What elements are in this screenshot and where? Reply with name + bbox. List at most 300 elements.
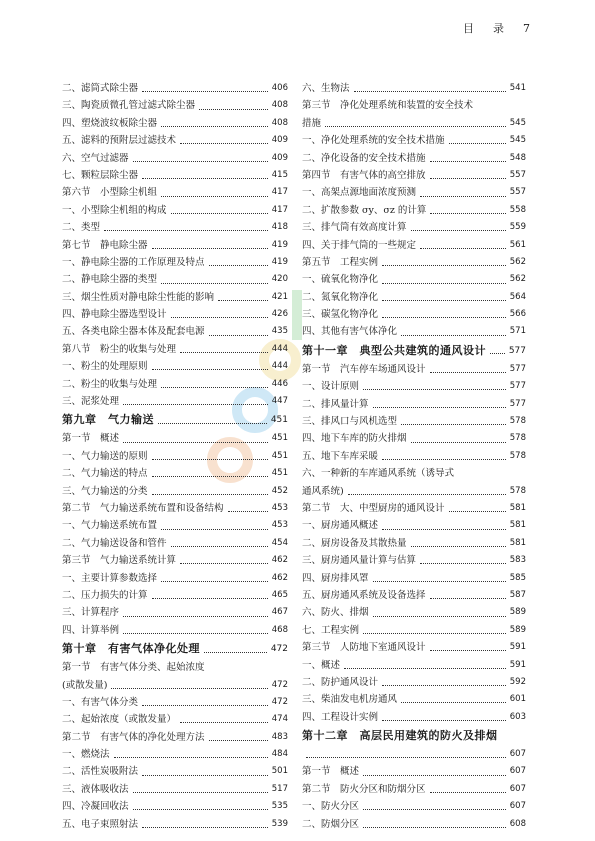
toc-page-number: 419 xyxy=(271,256,288,267)
dot-leader xyxy=(142,705,268,706)
toc-section[interactable] xyxy=(302,167,526,184)
toc-page-number: 435 xyxy=(271,326,288,337)
dot-leader xyxy=(382,685,506,686)
toc-item[interactable] xyxy=(62,323,288,340)
toc-page-number: 472 xyxy=(271,696,288,707)
dot-leader xyxy=(382,317,506,318)
toc-item[interactable] xyxy=(302,622,526,639)
toc-page-number: 583 xyxy=(509,555,526,566)
dot-leader xyxy=(142,91,268,92)
toc-page-number: 577 xyxy=(509,363,526,374)
toc-item[interactable] xyxy=(62,587,288,604)
toc-entry-title: 三、烟尘性质对静电除尘性能的影响 xyxy=(62,291,215,303)
dot-leader xyxy=(430,372,506,373)
dot-leader xyxy=(104,230,268,231)
toc-entry-title: 二、静电除尘器的类型 xyxy=(62,274,158,286)
dot-leader xyxy=(161,387,268,388)
dot-leader xyxy=(449,143,506,144)
toc-page-number: 453 xyxy=(271,520,288,531)
dot-leader xyxy=(363,775,506,776)
toc-entry-title: 六、空气过滤器 xyxy=(62,152,129,164)
toc-page-number: 592 xyxy=(509,676,526,687)
toc-item[interactable] xyxy=(302,691,526,708)
toc-item[interactable] xyxy=(62,622,288,639)
toc-section[interactable] xyxy=(62,430,288,447)
toc-section[interactable] xyxy=(302,361,526,378)
dot-leader xyxy=(161,581,268,582)
toc-page-number: 447 xyxy=(271,396,288,407)
dot-leader xyxy=(363,633,506,634)
toc-item[interactable] xyxy=(62,289,288,306)
toc-entry-title: 三、泥浆处理 xyxy=(62,396,120,408)
dot-leader xyxy=(420,196,506,197)
toc-entry-title: 第三节 净化处理系统和装置的安全技术 xyxy=(302,100,474,112)
toc-entry-title: 第六节 小型除尘机组 xyxy=(62,187,158,199)
toc-item[interactable] xyxy=(302,798,526,815)
header-page-number: 7 xyxy=(523,22,531,35)
toc-page-number: 472 xyxy=(270,644,288,655)
toc-entry-title: 二、滤筒式除尘器 xyxy=(62,83,139,94)
toc-section[interactable] xyxy=(302,781,526,798)
toc-entry-title: 一、厨房通风概述 xyxy=(302,520,379,532)
dot-leader xyxy=(114,757,268,758)
toc-page-number: 562 xyxy=(509,256,526,267)
toc-item[interactable] xyxy=(302,271,526,288)
header-label-mu: 目 xyxy=(463,22,475,35)
toc-page-number: 587 xyxy=(509,589,526,600)
dot-leader xyxy=(430,161,506,162)
toc-item[interactable] xyxy=(62,535,288,552)
toc-page-number: 484 xyxy=(271,749,288,760)
dot-leader xyxy=(152,248,268,249)
dot-leader xyxy=(363,809,506,810)
toc-item[interactable] xyxy=(302,570,526,587)
toc-item[interactable] xyxy=(62,80,288,97)
toc-item[interactable] xyxy=(302,237,526,254)
dot-leader xyxy=(123,404,268,405)
toc-page-number: 419 xyxy=(271,239,288,250)
toc-entry-title: 第五节 工程实例 xyxy=(302,256,379,268)
toc-entry-title: 三、柴油发电机房通风 xyxy=(302,694,398,706)
dot-leader xyxy=(354,91,506,92)
toc-entry-title: 一、小型除尘机组的构成 xyxy=(62,204,167,216)
toc-entry-title: 第一节 概述 xyxy=(302,766,360,778)
dot-leader xyxy=(180,143,268,144)
toc-item[interactable] xyxy=(302,657,526,674)
toc-entry-title: 第一节 有害气体分类、起始浓度 xyxy=(62,662,205,674)
dot-leader xyxy=(133,809,268,810)
toc-entry-title: (或散发量) xyxy=(62,679,108,691)
toc-item[interactable] xyxy=(62,604,288,621)
toc-item[interactable] xyxy=(62,677,288,694)
toc-page-number: 408 xyxy=(271,117,288,128)
dot-leader xyxy=(344,668,506,669)
toc-entry-title: 二、净化设备的安全技术措施 xyxy=(302,152,426,164)
toc-left-column xyxy=(62,80,288,833)
toc-entry-title: 第九章 气力输送 xyxy=(62,413,154,427)
dot-leader xyxy=(180,563,268,564)
toc-item[interactable] xyxy=(62,271,288,288)
dot-leader xyxy=(133,792,268,793)
toc-entry-title: 通风系统) xyxy=(302,485,344,497)
toc-entry-title: 第三节 人防地下室通风设计 xyxy=(302,642,426,654)
toc-entry-title: 五、各类电除尘器本体及配套电源 xyxy=(62,326,205,338)
toc-entry-title: 第三节 气力输送系统计算 xyxy=(62,555,177,567)
dot-leader xyxy=(411,546,506,547)
toc-page-number: 541 xyxy=(509,83,526,93)
toc-page-number: 483 xyxy=(271,731,288,742)
toc-section[interactable] xyxy=(302,763,526,780)
dot-leader xyxy=(180,352,268,353)
toc-item[interactable] xyxy=(302,674,526,691)
dot-leader xyxy=(430,650,506,651)
dot-leader xyxy=(152,476,268,477)
running-header xyxy=(445,20,531,36)
toc-page-number: 426 xyxy=(271,309,288,320)
toc-page-number: 607 xyxy=(509,801,526,812)
toc-item[interactable] xyxy=(62,97,288,114)
toc-entry-title: 三、液体吸收法 xyxy=(62,783,129,795)
toc-entry-title: 三、厨房通风量计算与估算 xyxy=(302,555,417,567)
toc-page-number: 474 xyxy=(271,714,288,725)
toc-item[interactable] xyxy=(62,202,288,219)
dot-leader xyxy=(363,389,506,390)
toc-item[interactable] xyxy=(62,816,288,833)
toc-item[interactable] xyxy=(62,167,288,184)
toc-entry-title: 五、厨房通风系统及设备选择 xyxy=(302,589,426,601)
toc-entry-title: 第二节 气力输送系统布置和设备结构 xyxy=(62,502,224,514)
toc-entry-title: 第四节 有害气体的高空排放 xyxy=(302,169,426,181)
toc-entry-title: 一、设计原则 xyxy=(302,381,360,393)
toc-item[interactable] xyxy=(62,115,288,132)
toc-page-number: 601 xyxy=(509,694,526,705)
dot-leader xyxy=(382,529,506,530)
toc-page-number: 589 xyxy=(509,624,526,635)
toc-page-number: 577 xyxy=(509,381,526,392)
toc-item[interactable] xyxy=(302,604,526,621)
toc-page-number: 409 xyxy=(271,152,288,163)
toc-item[interactable] xyxy=(302,465,526,482)
toc-page-number: 451 xyxy=(270,415,288,426)
toc-item[interactable] xyxy=(302,535,526,552)
toc-item[interactable] xyxy=(62,254,288,271)
dot-leader xyxy=(199,109,268,110)
dot-leader xyxy=(373,616,506,617)
toc-section[interactable] xyxy=(62,184,288,201)
toc-entry-title: 六、防火、排烟 xyxy=(302,607,369,619)
toc-item[interactable] xyxy=(62,465,288,482)
toc-entry-title: 第一节 汽车停车场通风设计 xyxy=(302,363,426,375)
dot-leader xyxy=(152,459,268,460)
toc-item[interactable] xyxy=(62,746,288,763)
toc-item[interactable] xyxy=(302,80,526,97)
toc-entry-title: 一、有害气体分类 xyxy=(62,696,139,708)
toc-entry-title: 一、气力输送的原则 xyxy=(62,450,148,462)
toc-entry-title: 二、防护通风设计 xyxy=(302,676,379,688)
toc-entry-title: 二、活性炭吸附法 xyxy=(62,766,139,778)
toc-section[interactable] xyxy=(302,254,526,271)
toc-page-number: 603 xyxy=(509,711,526,722)
toc-entry-title: 第十章 有害气体净化处理 xyxy=(62,642,200,656)
toc-page-number: 408 xyxy=(271,100,288,111)
toc-page-number: 577 xyxy=(508,345,526,356)
toc-section[interactable] xyxy=(62,552,288,569)
toc-item[interactable] xyxy=(62,694,288,711)
toc-page-number: 415 xyxy=(271,169,288,180)
dot-leader xyxy=(171,546,268,547)
toc-entry-title: 四、其他有害气体净化 xyxy=(302,326,398,338)
toc-item[interactable] xyxy=(302,709,526,726)
toc-item[interactable] xyxy=(302,150,526,167)
dot-leader xyxy=(306,757,506,758)
toc-entry-title: 四、地下车库的防火排烟 xyxy=(302,433,407,445)
toc-entry-title: 三、陶瓷质微孔管过滤式除尘器 xyxy=(62,100,196,112)
toc-page-number: 557 xyxy=(509,169,526,180)
dot-leader xyxy=(430,178,506,179)
toc-chapter[interactable] xyxy=(302,726,526,746)
toc-item[interactable] xyxy=(302,378,526,395)
toc-entry-title: 第十二章 高层民用建筑的防火及排烟 xyxy=(302,729,498,743)
toc-item[interactable] xyxy=(302,202,526,219)
toc-item[interactable] xyxy=(62,376,288,393)
toc-entry-title: 二、粉尘的收集与处理 xyxy=(62,378,158,390)
dot-leader xyxy=(401,335,506,336)
toc-entry-title: 四、静电除尘器选型设计 xyxy=(62,309,167,321)
toc-item[interactable] xyxy=(62,219,288,236)
dot-leader xyxy=(382,283,506,284)
toc-entry-title: 一、概述 xyxy=(302,659,341,671)
toc-item[interactable] xyxy=(302,323,526,340)
toc-page-number: 607 xyxy=(509,749,526,760)
toc-entry-title: 二、氮氧化物净化 xyxy=(302,291,379,303)
toc-entry-title: 三、计算程序 xyxy=(62,607,120,619)
toc-entry-title: 第二节 防火分区和防烟分区 xyxy=(302,783,426,795)
toc-page-number: 581 xyxy=(509,502,526,513)
dot-leader xyxy=(411,442,506,443)
toc-page-number: 578 xyxy=(509,485,526,496)
toc-page-number: 566 xyxy=(509,309,526,320)
dot-leader xyxy=(152,369,268,370)
toc-section[interactable] xyxy=(62,341,288,358)
toc-entry-title: 二、气力输送的特点 xyxy=(62,468,148,480)
toc-item[interactable] xyxy=(302,184,526,201)
toc-item[interactable] xyxy=(62,483,288,500)
toc-entry-title: 二、类型 xyxy=(62,222,101,234)
toc-item[interactable] xyxy=(62,711,288,728)
header-label-lu: 录 xyxy=(493,22,505,35)
toc-page-number: 417 xyxy=(271,187,288,198)
toc-page-number: 501 xyxy=(271,766,288,777)
toc-item[interactable] xyxy=(302,115,526,132)
toc-entry-title: 二、压力损失的计算 xyxy=(62,589,148,601)
toc-page-number: 418 xyxy=(271,222,288,233)
toc-entry-title: 第二节 有害气体的净化处理方法 xyxy=(62,731,205,743)
toc-page-number: 607 xyxy=(509,783,526,794)
toc-entry-title: 二、防烟分区 xyxy=(302,818,360,830)
toc-page-number: 578 xyxy=(509,416,526,427)
toc-page-number: 562 xyxy=(509,274,526,285)
dot-leader xyxy=(133,161,268,162)
dot-leader xyxy=(209,265,268,266)
toc-entry-title: 一、气力输送系统布置 xyxy=(62,520,158,532)
toc-page-number: 607 xyxy=(509,766,526,777)
dot-leader xyxy=(382,300,506,301)
toc-entry-title: 一、主要计算参数选择 xyxy=(62,572,158,584)
toc-page-number: 454 xyxy=(271,537,288,548)
toc-page-number: 561 xyxy=(509,239,526,250)
dot-leader xyxy=(161,196,268,197)
toc-entry-title: 第八节 粉尘的收集与处理 xyxy=(62,343,177,355)
toc-page-number: 608 xyxy=(509,818,526,829)
toc-item[interactable] xyxy=(62,798,288,815)
toc-chapter[interactable] xyxy=(302,341,526,361)
dot-leader xyxy=(142,827,268,828)
toc-entry-title: 四、冷凝回收法 xyxy=(62,801,129,813)
toc-item[interactable] xyxy=(302,483,526,500)
dot-leader xyxy=(401,424,506,425)
toc-section[interactable] xyxy=(302,97,526,114)
toc-entry-title: 四、计算举例 xyxy=(62,624,120,636)
toc-page-number: 452 xyxy=(271,485,288,496)
toc-entry-title: 六、生物法 xyxy=(302,83,350,94)
toc-page-number: 420 xyxy=(271,274,288,285)
toc-item[interactable] xyxy=(62,570,288,587)
toc-page-number: 589 xyxy=(509,607,526,618)
toc-entry-title: 四、厨房排风罩 xyxy=(302,572,369,584)
toc-page-number: 577 xyxy=(509,398,526,409)
toc-entry-title: 二、起始浓度（或散发量） xyxy=(62,714,177,726)
toc-item[interactable] xyxy=(62,358,288,375)
toc-page-number: 472 xyxy=(271,679,288,690)
toc-entry-title: 一、燃烧法 xyxy=(62,749,110,761)
toc-item[interactable] xyxy=(62,763,288,780)
dot-leader xyxy=(204,652,267,653)
toc-entry-title: 五、地下车库采暖 xyxy=(302,450,379,462)
toc-entry-title: 一、静电除尘器的工作原理及特点 xyxy=(62,256,205,268)
dot-leader xyxy=(161,529,268,530)
dot-leader xyxy=(171,317,268,318)
toc-entry-title: 二、厨房设备及其散热量 xyxy=(302,537,407,549)
toc-page-number: 539 xyxy=(271,818,288,829)
toc-section[interactable] xyxy=(62,500,288,517)
toc-entry-title: 一、粉尘的处理原则 xyxy=(62,361,148,373)
toc-right-column xyxy=(302,80,526,833)
dot-leader xyxy=(411,230,506,231)
toc-page-number: 467 xyxy=(271,607,288,618)
toc-item[interactable] xyxy=(302,289,526,306)
toc-page-number: 591 xyxy=(509,659,526,670)
toc-item[interactable] xyxy=(302,746,526,763)
toc-page-number: 558 xyxy=(509,204,526,215)
toc-section[interactable] xyxy=(62,237,288,254)
toc-item[interactable] xyxy=(302,587,526,604)
toc-page-number: 409 xyxy=(271,135,288,146)
dot-leader xyxy=(430,792,506,793)
toc-item[interactable] xyxy=(62,781,288,798)
toc-entry-title: 二、排风量计算 xyxy=(302,398,369,410)
toc-entry-title: 第一节 概述 xyxy=(62,433,120,445)
toc-page-number: 581 xyxy=(509,520,526,531)
toc-entry-title: 二、气力输送设备和管件 xyxy=(62,537,167,549)
toc-section[interactable] xyxy=(62,659,288,676)
toc-chapter[interactable] xyxy=(62,410,288,430)
toc-entry-title: 一、硫氧化物净化 xyxy=(302,274,379,286)
dot-leader xyxy=(152,494,268,495)
dot-leader xyxy=(490,353,505,354)
toc-entry-title: 七、工程实例 xyxy=(302,624,360,636)
dot-leader xyxy=(158,423,267,424)
toc-entry-title: 三、排风口与风机选型 xyxy=(302,416,398,428)
toc-chapter[interactable] xyxy=(62,639,288,659)
toc-item[interactable] xyxy=(302,430,526,447)
toc-item[interactable] xyxy=(62,132,288,149)
toc-item[interactable] xyxy=(62,393,288,410)
toc-item[interactable] xyxy=(302,413,526,430)
toc-page-number: 406 xyxy=(271,83,288,93)
toc-item[interactable] xyxy=(62,306,288,323)
toc-page-number: 557 xyxy=(509,187,526,198)
toc-item[interactable] xyxy=(302,816,526,833)
toc-page-number: 468 xyxy=(271,624,288,635)
toc-item[interactable] xyxy=(302,219,526,236)
toc-page-number: 535 xyxy=(271,801,288,812)
toc-page-number: 548 xyxy=(509,152,526,163)
dot-leader xyxy=(430,213,505,214)
toc-section[interactable] xyxy=(302,639,526,656)
toc-item[interactable] xyxy=(302,396,526,413)
toc-section[interactable] xyxy=(62,729,288,746)
dot-leader xyxy=(382,459,506,460)
dot-leader xyxy=(420,248,506,249)
toc-entry-title: 一、防火分区 xyxy=(302,801,360,813)
dot-leader xyxy=(123,633,268,634)
toc-entry-title: 第十一章 典型公共建筑的通风设计 xyxy=(302,343,486,357)
dot-leader xyxy=(142,775,268,776)
toc-entry-title: 五、电子束照射法 xyxy=(62,818,139,830)
dot-leader xyxy=(111,688,267,689)
toc-entry-title: 三、排气筒有效高度计算 xyxy=(302,222,407,234)
dot-leader xyxy=(401,702,506,703)
toc-item[interactable] xyxy=(62,150,288,167)
toc-item[interactable] xyxy=(302,448,526,465)
dot-leader xyxy=(449,511,506,512)
dot-leader xyxy=(123,616,268,617)
toc-entry-title: 四、关于排气筒的一些规定 xyxy=(302,239,417,251)
dot-leader xyxy=(123,442,268,443)
dot-leader xyxy=(171,213,268,214)
dot-leader xyxy=(382,265,506,266)
toc-item[interactable] xyxy=(302,517,526,534)
toc-entry-title: 三、碳氢化物净化 xyxy=(302,309,379,321)
toc-page-number: 571 xyxy=(509,326,526,337)
toc-item[interactable] xyxy=(62,448,288,465)
toc-item[interactable] xyxy=(62,517,288,534)
toc-page-number: 444 xyxy=(271,343,288,354)
dot-leader xyxy=(218,300,268,301)
dot-leader xyxy=(420,563,506,564)
toc-entry-title: 四、工程设计实例 xyxy=(302,711,379,723)
toc-page-number: 517 xyxy=(271,783,288,794)
toc-entry-title: 五、滤料的预附层过滤技术 xyxy=(62,135,177,147)
toc-item[interactable] xyxy=(302,132,526,149)
dot-leader xyxy=(430,598,506,599)
dot-leader xyxy=(325,126,506,127)
toc-section[interactable] xyxy=(302,500,526,517)
dot-leader xyxy=(161,283,268,284)
toc-item[interactable] xyxy=(302,306,526,323)
toc-item[interactable] xyxy=(302,552,526,569)
toc-entry-title: 六、一种新的车库通风系统（诱导式 xyxy=(302,468,455,480)
